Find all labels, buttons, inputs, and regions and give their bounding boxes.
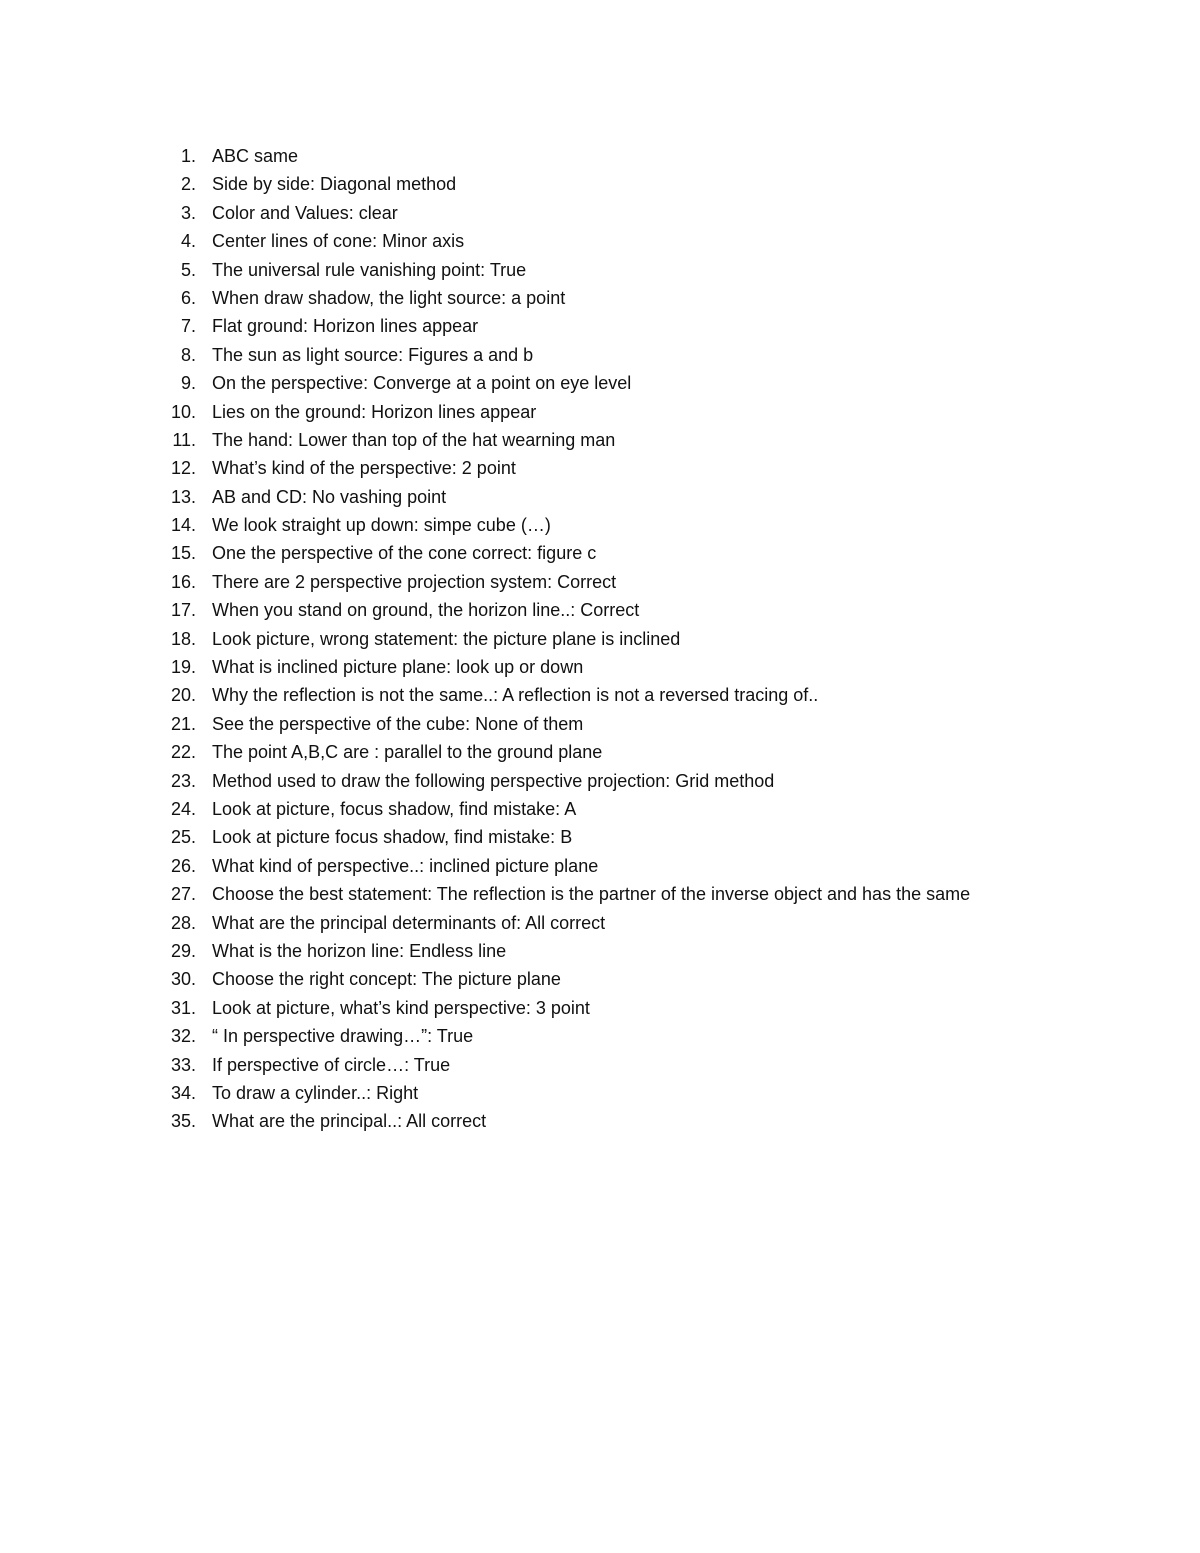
item-text: Lies on the ground: Horizon lines appear: [212, 401, 537, 422]
item-number: 15.: [170, 543, 196, 564]
item-number: 9.: [180, 373, 196, 394]
item-text: Choose the right concept: The picture plane: [212, 969, 561, 990]
item-number: 13.: [170, 486, 196, 507]
item-number: 32.: [170, 1026, 196, 1047]
item-text: The hand: Lower than top of the hat wearning man: [212, 429, 616, 450]
item-number: 10.: [170, 401, 196, 422]
item-number: 27.: [170, 884, 196, 905]
item-number: 17.: [170, 600, 196, 621]
item-number: 22.: [170, 742, 196, 763]
item-number: 20.: [170, 685, 196, 706]
item-text: There are 2 perspective projection system: Correct: [212, 571, 617, 592]
item-text: The point A,B,C are : parallel to the ground plane: [212, 742, 603, 763]
item-text: To draw a cylinder..: Right: [212, 1082, 419, 1103]
item-number: 1.: [180, 146, 196, 166]
item-number: 11.: [172, 429, 196, 450]
item-text: What is the horizon line: Endless line: [212, 940, 507, 961]
item-text: Look at picture, what’s kind perspective: 3 point: [212, 997, 590, 1018]
item-text: The universal rule vanishing point: True: [212, 259, 527, 280]
item-text: When you stand on ground, the horizon line..: Correct: [212, 600, 640, 621]
item-number: 6.: [180, 287, 196, 308]
item-number: 24.: [170, 798, 196, 819]
item-number: 18.: [170, 628, 196, 649]
item-number: 2.: [180, 174, 196, 195]
item-number: 19.: [170, 657, 196, 678]
item-number: 26.: [170, 855, 196, 876]
item-number: 34.: [170, 1082, 196, 1103]
item-number: 5.: [180, 259, 196, 280]
item-text: ABC same: [212, 146, 299, 166]
item-text: See the perspective of the cube: None of them: [212, 713, 584, 734]
item-number: 31.: [170, 997, 196, 1018]
item-text: AB and CD: No vashing point: [212, 486, 447, 507]
item-number: 12.: [170, 458, 196, 479]
item-text: What is inclined picture plane: look up or down: [212, 657, 584, 678]
item-number: 35.: [170, 1111, 196, 1132]
item-text: Center lines of cone: Minor axis: [212, 231, 465, 252]
item-text: Choose the best statement: The reflection is the partner of the inverse object and has the same: [212, 884, 971, 905]
item-text: Look at picture focus shadow, find mistake: B: [212, 827, 573, 848]
item-text: Side by side: Diagonal method: [212, 174, 457, 195]
item-text: “ In perspective drawing…”: True: [212, 1026, 474, 1047]
item-number: 14.: [170, 515, 196, 536]
item-text: What kind of perspective..: inclined picture plane: [212, 855, 599, 876]
item-text: Flat ground: Horizon lines appear: [212, 316, 479, 337]
item-number: 30.: [170, 969, 196, 990]
item-text: What are the principal determinants of: All correct: [212, 912, 606, 933]
item-text: On the perspective: Converge at a point on eye level: [212, 373, 632, 394]
item-text: What are the principal..: All correct: [212, 1111, 487, 1132]
item-text: What’s kind of the perspective: 2 point: [212, 458, 516, 479]
item-text: Look at picture, focus shadow, find mistake: A: [212, 798, 577, 819]
item-number: 3.: [180, 202, 196, 223]
item-text: One the perspective of the cone correct: figure c: [212, 543, 597, 564]
item-number: 16.: [170, 571, 196, 592]
item-number: 8.: [180, 344, 196, 365]
item-number: 21.: [170, 713, 196, 734]
item-text: If perspective of circle…: True: [212, 1054, 451, 1075]
item-number: 23.: [170, 770, 196, 791]
item-text: Why the reflection is not the same..: A reflection is not a reversed tracing of..: [212, 685, 819, 706]
item-text: The sun as light source: Figures a and b: [212, 344, 534, 365]
item-text: Color and Values: clear: [212, 202, 398, 223]
item-number: 29.: [170, 940, 196, 961]
item-text: We look straight up down: simpe cube (…): [212, 515, 551, 536]
item-number: 4.: [180, 231, 196, 252]
item-text: When draw shadow, the light source: a point: [212, 287, 566, 308]
item-number: 7.: [180, 316, 196, 337]
item-number: 33.: [170, 1054, 196, 1075]
item-text: Look picture, wrong statement: the picture plane is inclined: [212, 628, 681, 649]
item-text: Method used to draw the following perspective projection: Grid method: [212, 770, 775, 791]
item-number: 25.: [170, 827, 196, 848]
item-number: 28.: [170, 912, 196, 933]
